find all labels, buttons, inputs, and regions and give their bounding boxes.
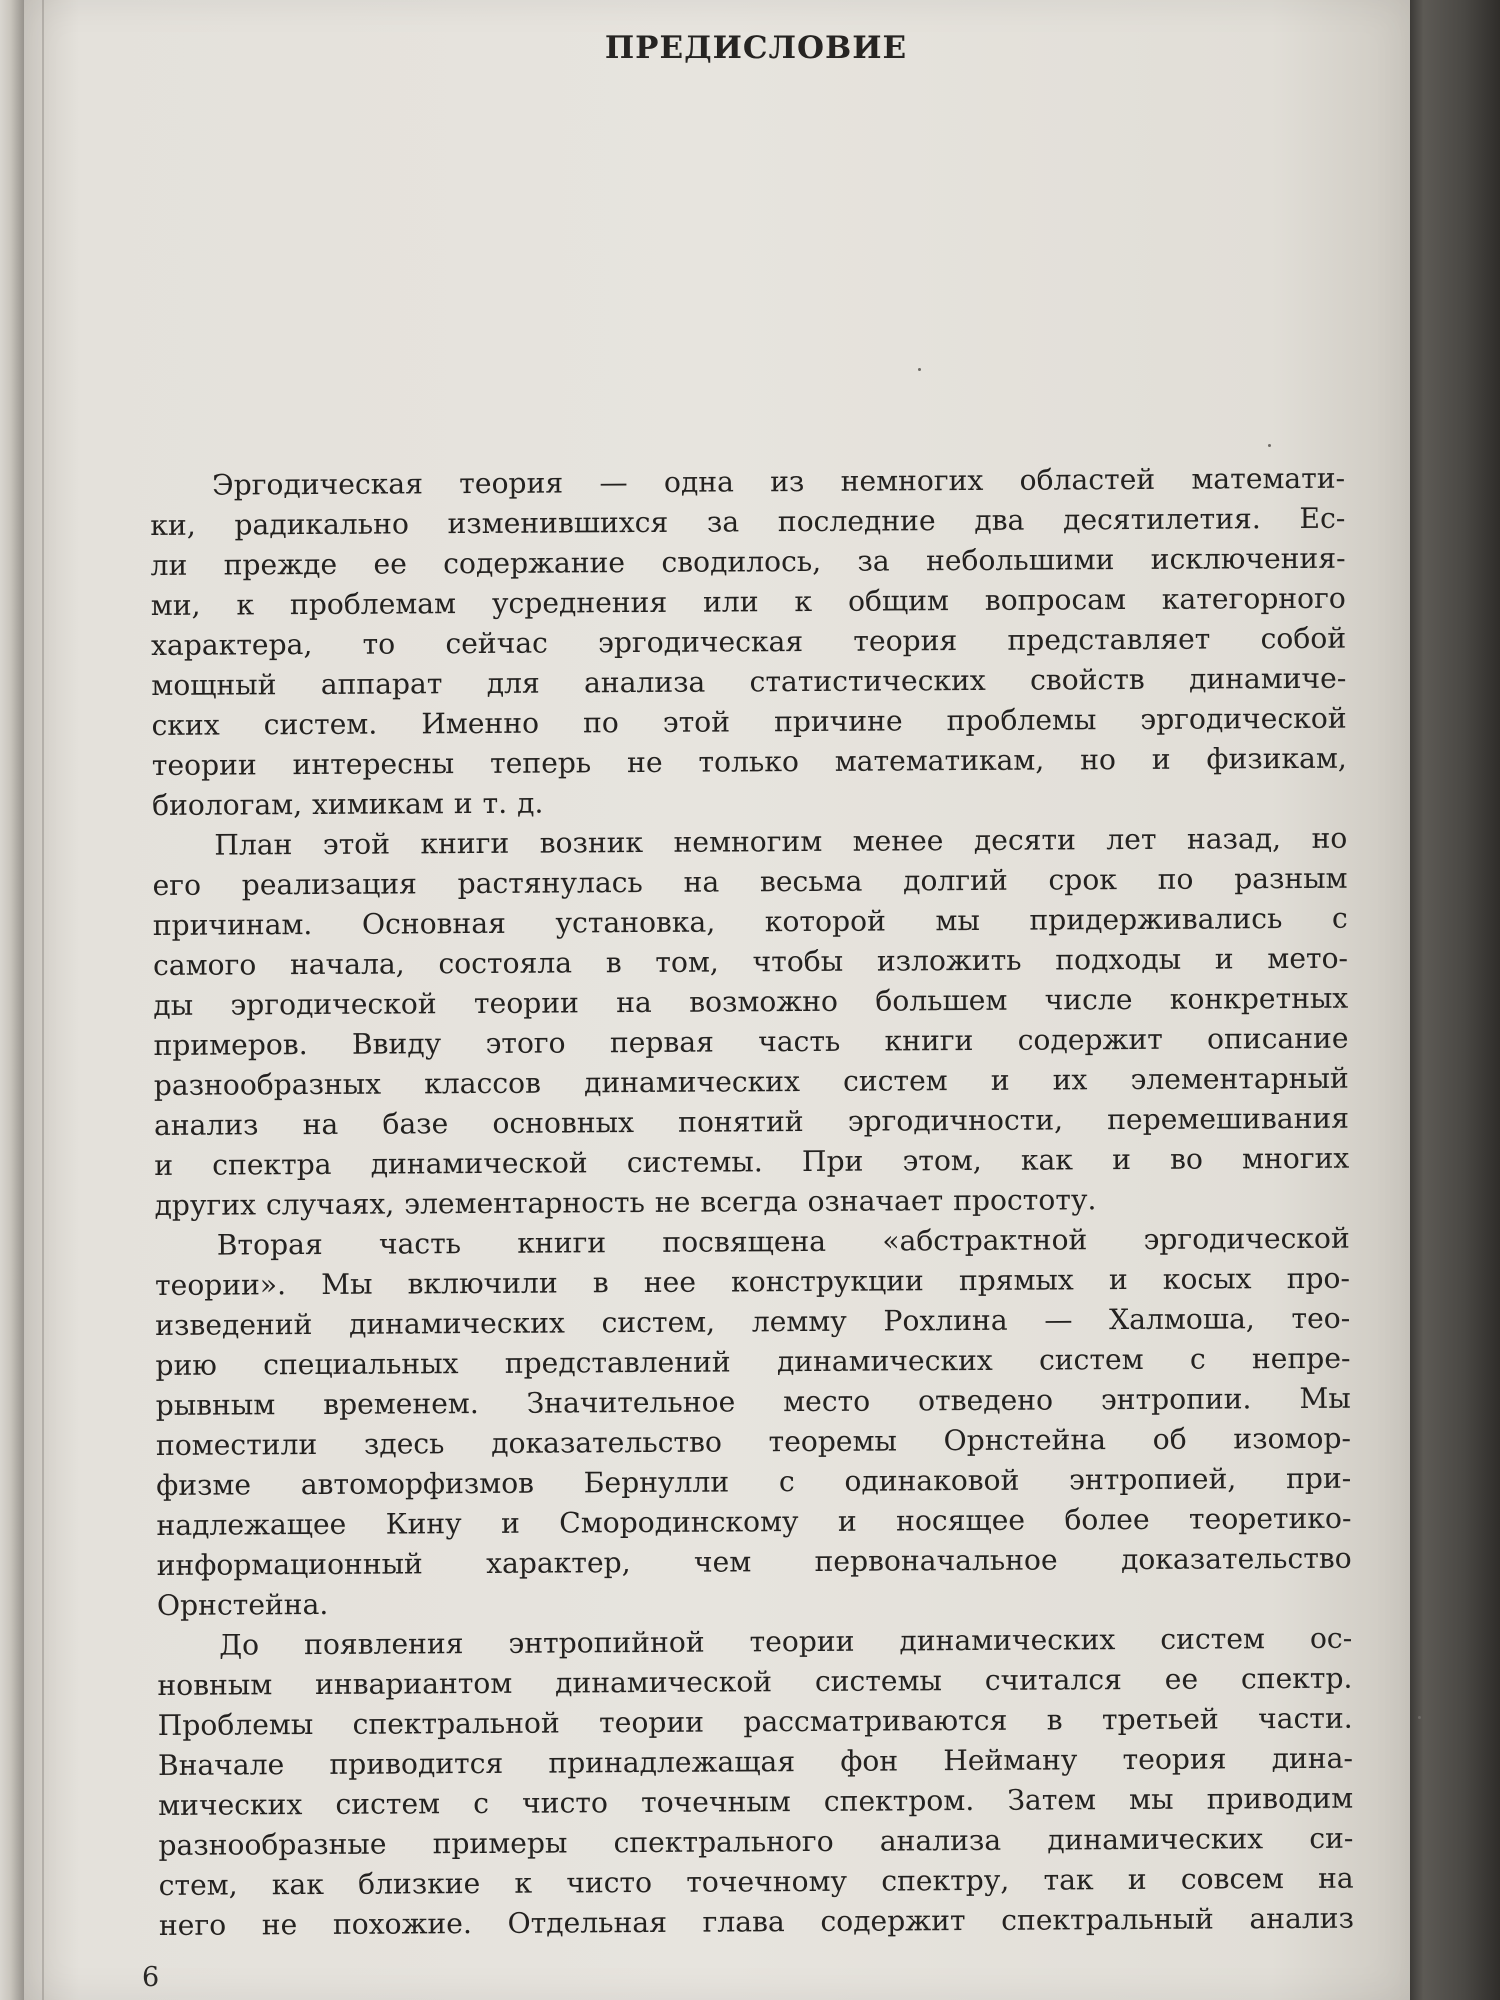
text-line: примеров. Ввиду этого первая часть книги содержит описание	[153, 1021, 1349, 1062]
text-line: биологам, химикам и т. д.	[151, 786, 544, 822]
text-line: характера, то сейчас эргодическая теория представляет собой	[150, 621, 1347, 662]
text-line: причинам. Основная установка, которой мы придерживались с	[152, 901, 1348, 942]
text-line: ми, к проблемам усреднения или к общим вопросам категорного	[150, 581, 1346, 622]
paper-speck	[918, 368, 921, 371]
text-line: информационный характер, чем первоначальное доказательство	[156, 1541, 1352, 1582]
text-line: Вторая часть книги посвящена «абстрактной эргодической	[216, 1221, 1350, 1262]
left-margin-strip	[0, 0, 26, 2000]
text-line: других случаях, элементарность не всегда означает простоту.	[154, 1183, 1097, 1222]
paper-speck	[1418, 1716, 1421, 1719]
text-line: ли прежде ее содержание сводилось, за небольшими исключения-	[150, 541, 1346, 582]
page-crease	[42, 0, 44, 2000]
text-line: поместили здесь доказательство теоремы Орнстейна об изомор-	[155, 1421, 1352, 1462]
text-line: ды эргодической теории на возможно большем числе конкретных	[153, 981, 1349, 1022]
text-line: Вначале приводится принадлежащая фон Нейману теория дина-	[157, 1741, 1354, 1782]
text-line: новным инвариантом динамической системы считался ее спектр.	[157, 1661, 1353, 1702]
text-line: физме автоморфизмов Бернулли с одинаковой энтропией, при-	[156, 1461, 1352, 1502]
text-line: теории интересны теперь не только математикам, но и физикам,	[151, 741, 1347, 782]
text-line: анализ на базе основных понятий эргодичности, перемешивания	[153, 1101, 1350, 1142]
text-line: ки, радикально изменившихся за последние два десятилетия. Ес-	[150, 501, 1346, 542]
paper-speck	[1268, 444, 1271, 447]
text-line: стем, как близкие к чисто точечному спектру, так и совсем на	[158, 1861, 1354, 1902]
text-line: рывным временем. Значительное место отведено энтропии. Мы	[155, 1381, 1351, 1422]
text-line: теории». Мы включили в нее конструкции прямых и косых про-	[154, 1261, 1351, 1302]
text-line: До появления энтропийной теории динамических систем ос-	[219, 1621, 1353, 1662]
text-line: и спектра динамической системы. При этом, как и во многих	[154, 1141, 1350, 1182]
text-line: Эргодическая теория — одна из немногих областей математи-	[212, 461, 1346, 502]
text-line: него не похожие. Отдельная глава содержит спектральный анализ	[158, 1901, 1354, 1942]
text-line: разнообразных классов динамических систем и их элементарный	[153, 1061, 1349, 1102]
text-line: мощный аппарат для анализа статистических свойств динамиче-	[151, 661, 1347, 702]
text-line: План этой книги возник немногим менее десяти лет назад, но	[214, 821, 1348, 862]
text-line: ских систем. Именно по этой причине проблемы эргодической	[151, 701, 1347, 742]
page-stack-edge	[1410, 0, 1500, 2000]
text-line: Орнстейна.	[156, 1587, 329, 1622]
text-line: надлежащее Кину и Смородинскому и носящее более теоретико-	[156, 1501, 1352, 1542]
text-line: самого начала, состояла в том, чтобы изложить подходы и мето-	[152, 941, 1349, 982]
text-line: изведений динамических систем, лемму Рохлина — Халмоша, тео-	[155, 1301, 1351, 1342]
text-line: мических систем с чисто точечным спектром. Затем мы приводим	[158, 1781, 1354, 1822]
page-heading: ПРЕДИСЛОВИЕ	[604, 30, 908, 66]
text-line: рию специальных представлений динамических систем с непре-	[155, 1341, 1351, 1382]
text-line: разнообразные примеры спектрального анализа динамических си-	[158, 1821, 1354, 1862]
page-number: 6	[142, 1962, 160, 1993]
text-line: Проблемы спектральной теории рассматриваются в третьей части.	[157, 1701, 1353, 1742]
text-line: его реализация растянулась на весьма долгий срок по разным	[152, 861, 1348, 902]
body-text	[150, 459, 1354, 1946]
